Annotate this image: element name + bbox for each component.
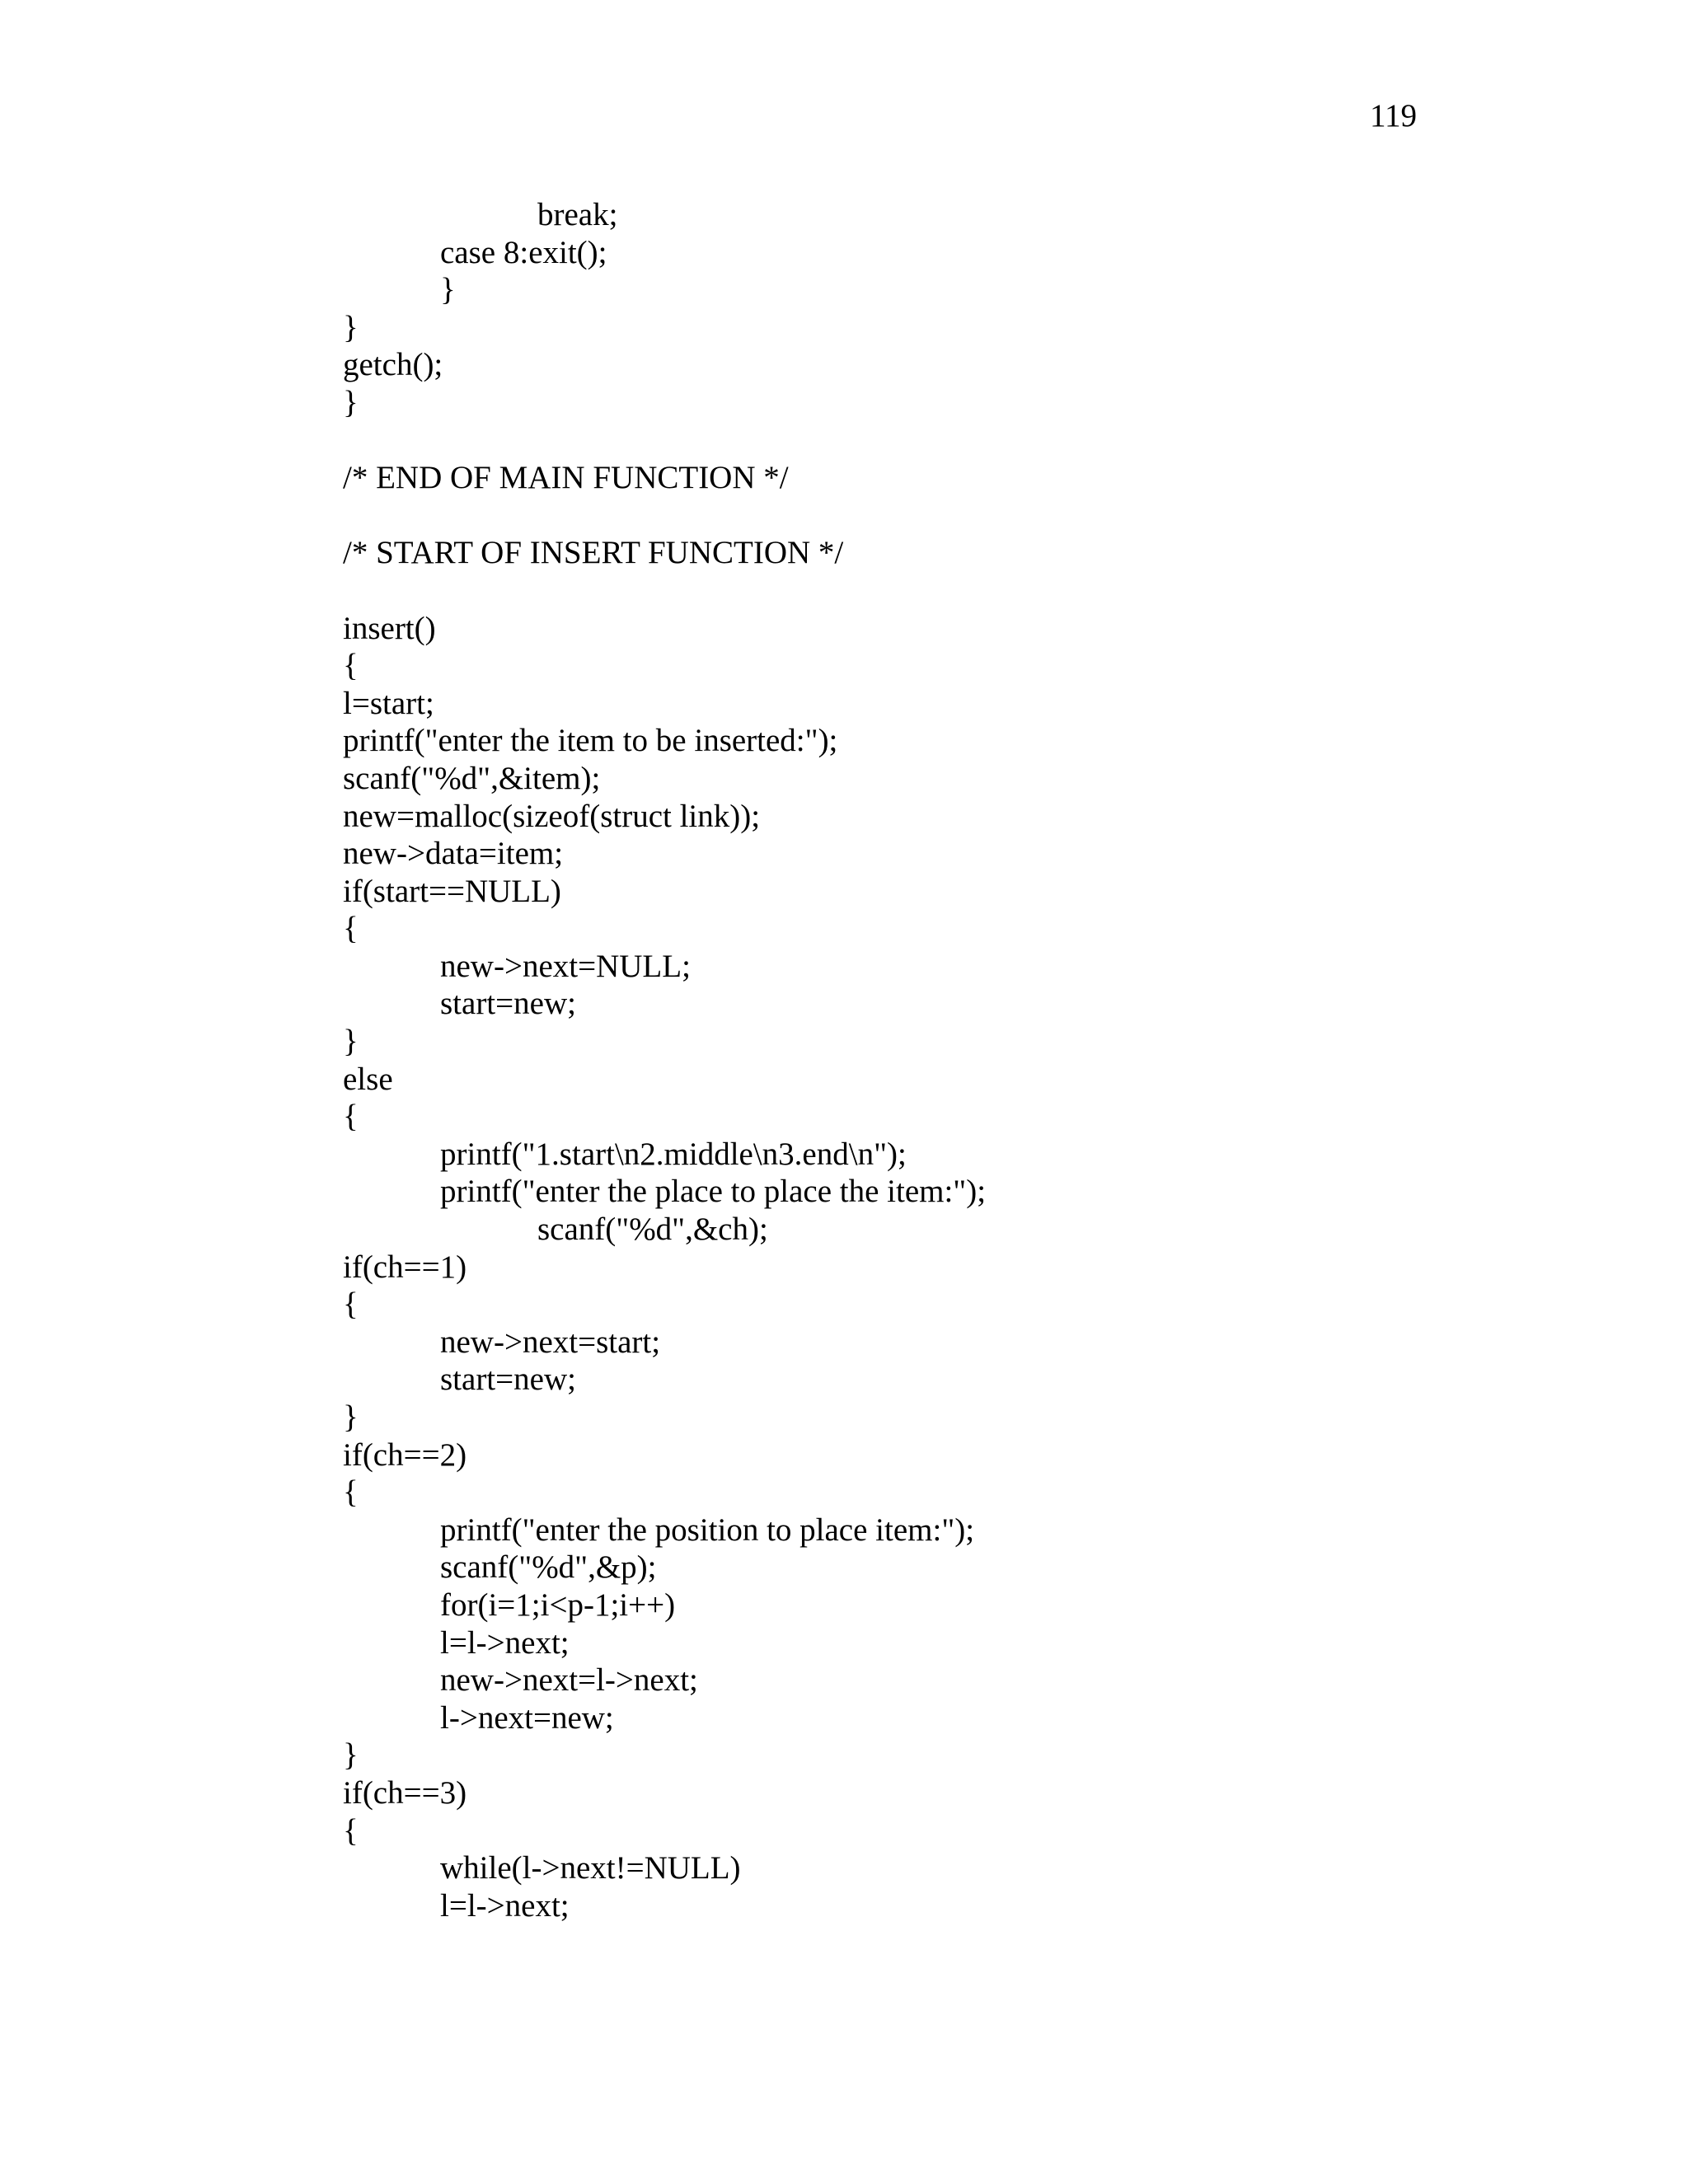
code-line: { (343, 911, 359, 947)
code-line: start=new; (440, 1361, 576, 1398)
code-line: l=l->next; (440, 1887, 570, 1924)
page-number: 119 (1370, 98, 1418, 134)
code-line: } (343, 384, 359, 420)
code-line: for(i=1;i<p-1;i++) (440, 1586, 676, 1623)
code-line: else (343, 1061, 393, 1097)
code-line: new->data=item; (343, 836, 564, 872)
code-line: if(start==NULL) (343, 873, 561, 909)
code-line: new=malloc(sizeof(struct link)); (343, 798, 761, 834)
code-line: insert() (343, 610, 436, 646)
blank-line (343, 497, 986, 535)
code-line: scanf("%d",&p); (440, 1549, 657, 1586)
code-line: case 8:exit(); (440, 234, 607, 270)
code-line: { (343, 1474, 359, 1511)
blank-line (343, 422, 986, 460)
code-line: printf("1.start\n2.middle\n3.end\n"); (440, 1136, 907, 1172)
code-line: new->next=start; (440, 1324, 661, 1360)
code-line: } (343, 1737, 359, 1774)
code-line: l=start; (343, 685, 434, 721)
code-line: if(ch==3) (343, 1774, 467, 1811)
code-comment: /* START OF INSERT FUNCTION */ (343, 535, 844, 571)
code-line: { (343, 1286, 359, 1323)
code-line: } (343, 309, 359, 345)
code-line: printf("enter the item to be inserted:"); (343, 723, 838, 759)
code-line: { (343, 1099, 359, 1135)
code-line: l->next=new; (440, 1699, 614, 1736)
code-listing (343, 196, 986, 1924)
code-line: new->next=NULL; (440, 948, 691, 984)
code-line: printf("enter the position to place item:"); (440, 1511, 975, 1548)
code-line: scanf("%d",&item); (343, 760, 601, 796)
code-comment: /* END OF MAIN FUNCTION */ (343, 460, 789, 496)
code-line: { (343, 1812, 359, 1849)
code-line: } (440, 272, 456, 308)
code-line: { (343, 648, 359, 684)
code-line: break; (537, 197, 618, 232)
blank-line (343, 572, 986, 610)
code-line: new->next=l->next; (440, 1662, 698, 1699)
code-line: scanf("%d",&ch); (537, 1212, 768, 1248)
code-line: l=l->next; (440, 1624, 570, 1661)
code-line: start=new; (440, 986, 576, 1022)
code-line: printf("enter the place to place the item:"); (440, 1174, 987, 1210)
code-line: getch(); (343, 347, 443, 383)
code-line: if(ch==2) (343, 1436, 467, 1473)
code-line: if(ch==1) (343, 1249, 467, 1285)
code-line: } (343, 1024, 359, 1060)
code-line: while(l->next!=NULL) (440, 1850, 741, 1886)
code-line: } (343, 1399, 359, 1435)
